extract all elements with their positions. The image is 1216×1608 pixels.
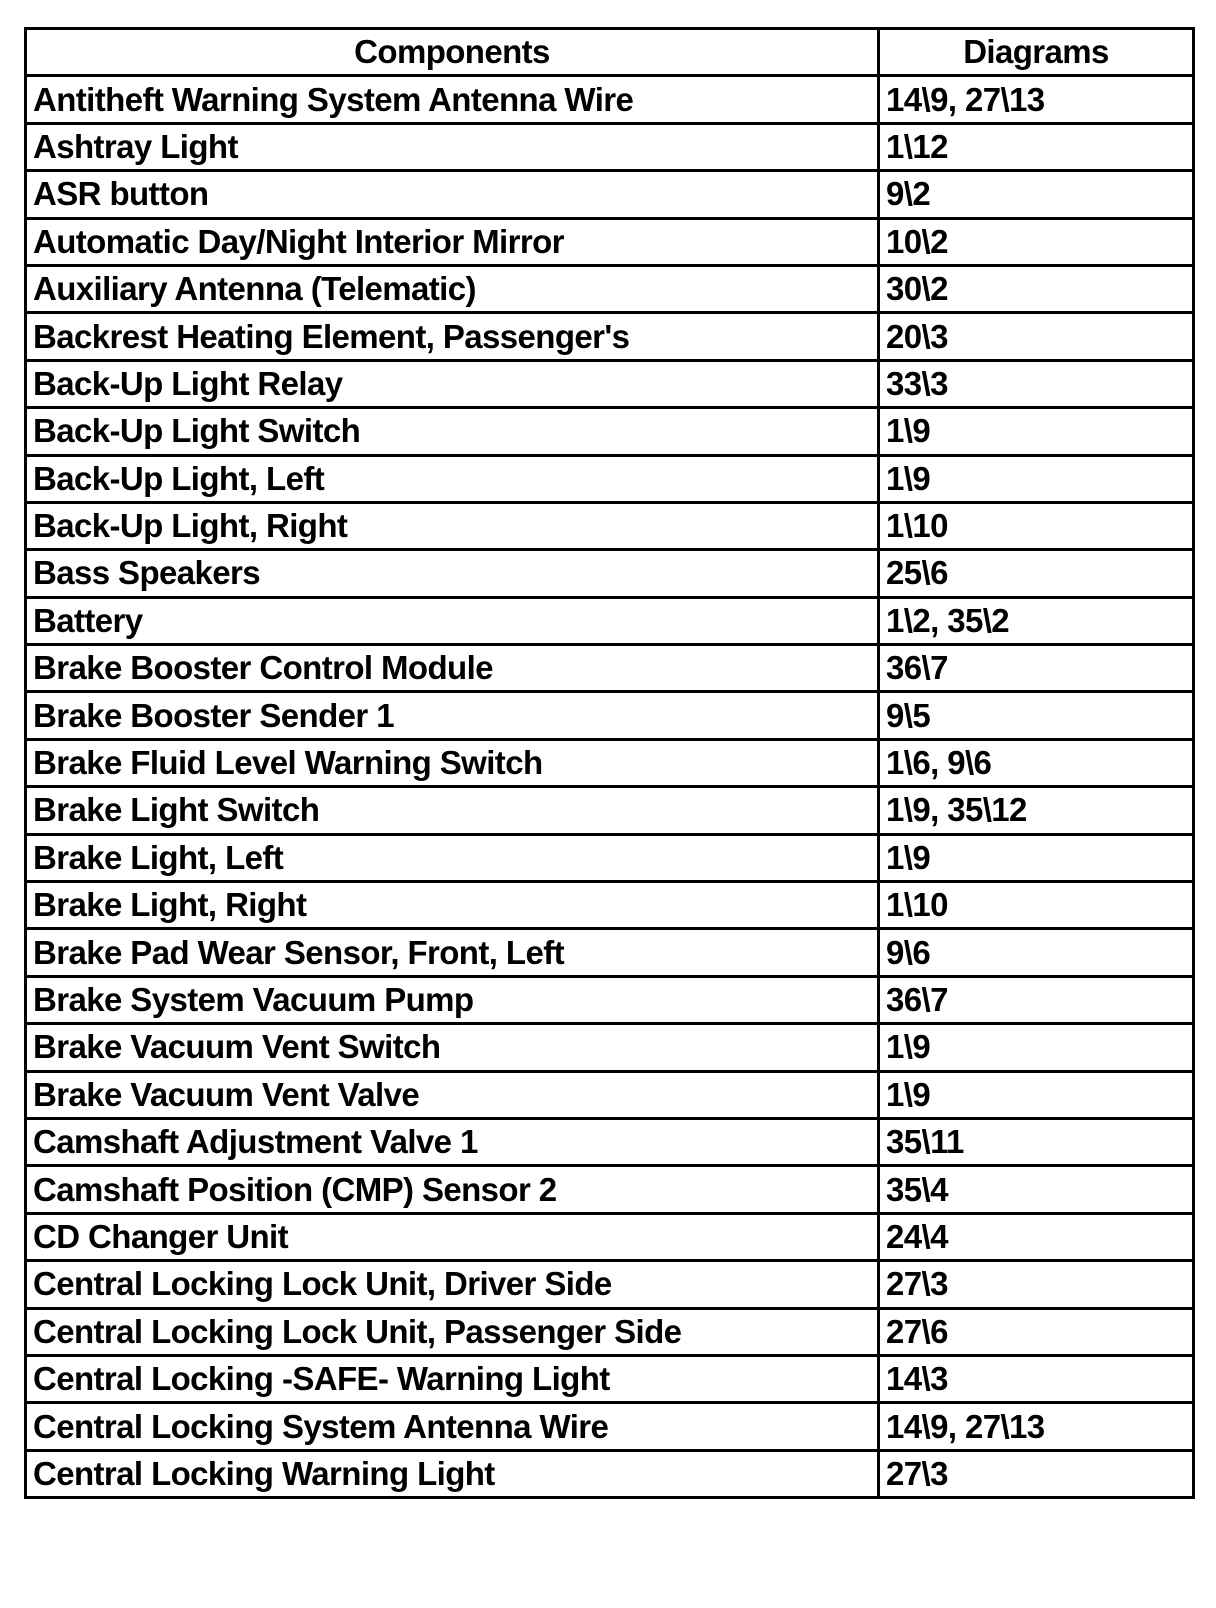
diagrams-cell: 30\2 <box>879 265 1194 312</box>
component-cell: Camshaft Position (CMP) Sensor 2 <box>26 1166 879 1213</box>
table-header-row <box>26 29 1194 76</box>
table-row <box>26 218 1194 265</box>
diagrams-cell: 9\6 <box>879 929 1194 976</box>
diagrams-cell: 10\2 <box>879 218 1194 265</box>
components-table-container <box>24 27 1192 1499</box>
table-row <box>26 123 1194 170</box>
components-diagrams-table <box>24 27 1195 1499</box>
table-row <box>26 1166 1194 1213</box>
diagrams-cell: 1\9 <box>879 455 1194 502</box>
table-row <box>26 787 1194 834</box>
diagrams-cell: 1\10 <box>879 502 1194 549</box>
component-cell: Brake System Vacuum Pump <box>26 976 879 1023</box>
component-cell: Brake Booster Control Module <box>26 645 879 692</box>
table-row <box>26 265 1194 312</box>
component-cell: Brake Vacuum Vent Valve <box>26 1071 879 1118</box>
diagrams-cell: 1\10 <box>879 882 1194 929</box>
diagrams-cell: 33\3 <box>879 360 1194 407</box>
component-cell: Brake Booster Sender 1 <box>26 692 879 739</box>
diagrams-cell: 24\4 <box>879 1213 1194 1260</box>
table-row <box>26 455 1194 502</box>
component-cell: Back-Up Light Switch <box>26 408 879 455</box>
table-row <box>26 929 1194 976</box>
component-cell: Central Locking Warning Light <box>26 1450 879 1497</box>
table-row <box>26 882 1194 929</box>
component-cell: Battery <box>26 597 879 644</box>
component-cell: Brake Light, Right <box>26 882 879 929</box>
diagrams-cell: 9\2 <box>879 171 1194 218</box>
diagrams-cell: 1\9 <box>879 1024 1194 1071</box>
component-cell: Central Locking System Antenna Wire <box>26 1403 879 1450</box>
component-cell: Automatic Day/Night Interior Mirror <box>26 218 879 265</box>
component-cell: Backrest Heating Element, Passenger's <box>26 313 879 360</box>
table-row <box>26 502 1194 549</box>
table-row <box>26 597 1194 644</box>
table-row <box>26 1261 1194 1308</box>
table-row <box>26 1024 1194 1071</box>
diagrams-cell: 1\9 <box>879 834 1194 881</box>
diagrams-cell: 1\6, 9\6 <box>879 739 1194 786</box>
components-column-header: Components <box>26 29 879 76</box>
diagrams-cell: 14\9, 27\13 <box>879 1403 1194 1450</box>
table-row <box>26 1308 1194 1355</box>
table-body <box>26 76 1194 1498</box>
table-row <box>26 834 1194 881</box>
diagrams-cell: 14\9, 27\13 <box>879 76 1194 123</box>
table-row <box>26 360 1194 407</box>
component-cell: Camshaft Adjustment Valve 1 <box>26 1118 879 1165</box>
component-cell: Brake Pad Wear Sensor, Front, Left <box>26 929 879 976</box>
table-row <box>26 739 1194 786</box>
diagrams-cell: 35\4 <box>879 1166 1194 1213</box>
table-row <box>26 313 1194 360</box>
table-row <box>26 76 1194 123</box>
diagrams-cell: 1\2, 35\2 <box>879 597 1194 644</box>
diagrams-cell: 1\9, 35\12 <box>879 787 1194 834</box>
diagrams-cell: 20\3 <box>879 313 1194 360</box>
component-cell: Ashtray Light <box>26 123 879 170</box>
component-cell: Brake Light, Left <box>26 834 879 881</box>
diagrams-cell: 1\9 <box>879 1071 1194 1118</box>
table-row <box>26 1118 1194 1165</box>
component-cell: Back-Up Light, Left <box>26 455 879 502</box>
table-row <box>26 692 1194 739</box>
component-cell: Central Locking Lock Unit, Driver Side <box>26 1261 879 1308</box>
table-row <box>26 171 1194 218</box>
diagrams-cell: 27\6 <box>879 1308 1194 1355</box>
diagrams-cell: 35\11 <box>879 1118 1194 1165</box>
diagrams-cell: 9\5 <box>879 692 1194 739</box>
table-row <box>26 1403 1194 1450</box>
diagrams-cell: 27\3 <box>879 1261 1194 1308</box>
component-cell: Central Locking -SAFE- Warning Light <box>26 1355 879 1402</box>
table-row <box>26 1355 1194 1402</box>
diagrams-cell: 1\12 <box>879 123 1194 170</box>
table-row <box>26 550 1194 597</box>
diagrams-cell: 1\9 <box>879 408 1194 455</box>
component-cell: Brake Vacuum Vent Switch <box>26 1024 879 1071</box>
component-cell: Back-Up Light, Right <box>26 502 879 549</box>
diagrams-cell: 27\3 <box>879 1450 1194 1497</box>
diagrams-cell: 36\7 <box>879 645 1194 692</box>
diagrams-cell: 25\6 <box>879 550 1194 597</box>
diagrams-cell: 36\7 <box>879 976 1194 1023</box>
table-row <box>26 1071 1194 1118</box>
component-cell: Brake Fluid Level Warning Switch <box>26 739 879 786</box>
table-row <box>26 976 1194 1023</box>
table-row <box>26 1450 1194 1497</box>
diagrams-column-header: Diagrams <box>879 29 1194 76</box>
table-row <box>26 645 1194 692</box>
component-cell: Central Locking Lock Unit, Passenger Side <box>26 1308 879 1355</box>
component-cell: Brake Light Switch <box>26 787 879 834</box>
table-row <box>26 1213 1194 1260</box>
table-row <box>26 408 1194 455</box>
component-cell: Antitheft Warning System Antenna Wire <box>26 76 879 123</box>
component-cell: Auxiliary Antenna (Telematic) <box>26 265 879 312</box>
diagrams-cell: 14\3 <box>879 1355 1194 1402</box>
component-cell: Bass Speakers <box>26 550 879 597</box>
component-cell: Back-Up Light Relay <box>26 360 879 407</box>
component-cell: ASR button <box>26 171 879 218</box>
component-cell: CD Changer Unit <box>26 1213 879 1260</box>
